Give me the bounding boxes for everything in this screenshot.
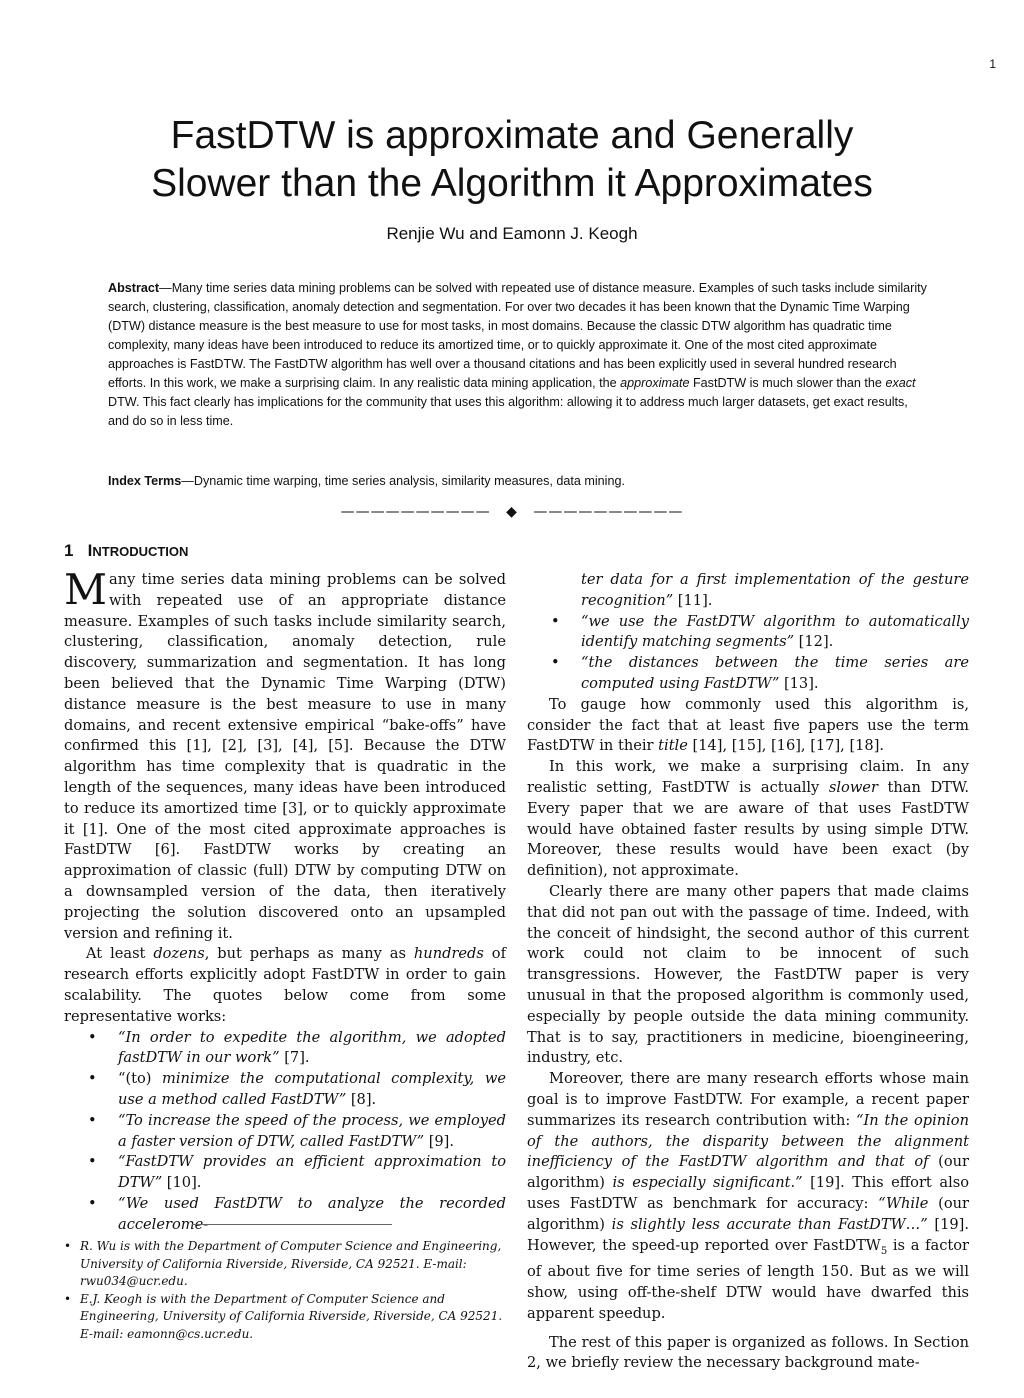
p2-hundreds: hundreds [413,945,484,963]
list-item [118,1069,506,1111]
p6-text-c: [19]. This effort also uses FastDTW as benchmark for accuracy: [527,1174,970,1212]
paragraph-4 [527,757,969,882]
footnote-item: • R. Wu is with the Department of Computer Science and Engineering, University of California Riverside, Riverside, CA 92521. E-mail: rwu034@ucr.edu. [80,1238,504,1291]
p6-text-f: is a factor of about five for time series of length 150. But as we will show, using off-the-shelf DTW would have dwarfed this apparent speedup. [527,1236,969,1322]
p6-italic-1: “In the opinion of the authors, the disparity between the alignment inefficiency of the FastDTW algorithm and that of [527,1111,969,1171]
list-item [581,612,969,654]
page-number: 1 [989,57,996,71]
left-column [64,565,506,1236]
p6-text-b: (our algorithm) [527,1153,969,1192]
paper-title [0,112,1024,208]
drop-cap: M [64,565,108,614]
section-number: 1 [64,541,74,560]
section-heading-introduction [64,541,188,561]
index-terms-label: Index Terms [108,474,182,488]
separator-right: —————————— [533,504,684,520]
authors: Renjie Wu and Eamonn J. Keogh [386,224,638,243]
quote-citation: [7]. [279,1049,310,1067]
p6-text-a: Moreover, there are many research efforts whose main goal is to improve FastDTW. For example, a recent paper summarizes its research contribution with: [527,1070,969,1129]
intro-paragraph-1 [64,565,506,944]
intro-paragraph-2 [64,944,506,1027]
quote-citation: [8]. [346,1090,377,1108]
p4-text-b: than DTW. Every paper that we are aware of that uses FastDTW would have obtained faster results by using simple DTW. Moreover, these results would have been exact (by definition), not approximate. [527,778,969,880]
quote-italic: ter data for a first implementation of the gesture recognition” [581,571,969,609]
p6-subscript: 5 [880,1245,888,1257]
index-terms [108,472,928,491]
quote-citation: [11]. [673,591,713,609]
section-separator [0,504,1024,520]
p6-text-d: (our algorithm) [527,1194,969,1233]
p4-text-a: In this work, we make a surprising claim. In any realistic setting, FastDTW is actually [527,758,969,796]
abstract [108,279,928,431]
quote-italic: “We used FastDTW to analyze the recorded accelerome- [118,1194,506,1233]
p2-text-a: At least [86,945,154,963]
right-column [527,570,969,1374]
p2-dozens: dozens [153,945,205,963]
p2-text-c: of research efforts explicitly adopt FastDTW in order to gain scalability. The quotes below come from some representative works: [64,945,506,1025]
abstract-text-1: —Many time series data mining problems can be solved with repeated use of distance measure. Examples of such tasks include similarity search, clustering, classification, anomaly detection and segmentation. For over two decades it has been known that the Dynamic Time Warping (DTW) distance measure is the best measure to use for most tasks, in most domains. Because the classic DTW algorithm has quadratic time complexity, many ideas have been introduced to reduce its amortized time, or to quickly approximate it. One of the most cited approximate approaches is FastDTW. The FastDTW algorithm has well over a thousand citations and has been explicitly used in several hundred research efforts. In this work, we make a surprising claim. In any realistic data mining application, the [108,281,927,390]
abstract-exact: exact [885,376,916,390]
index-terms-text: —Dynamic time warping, time series analysis, similarity measures, data mining. [181,474,625,488]
abstract-label: Abstract [108,281,160,295]
p4-slower: slower [828,778,878,796]
footnote-rule [192,1224,392,1225]
section-title-cap: I [87,541,93,560]
abstract-approximate: approximate [620,376,690,390]
quote-italic: “the distances between the time series are computed using FastDTW” [581,654,969,692]
list-item [118,1028,506,1070]
intro-paragraph-1-text: any time series data mining problems can be solved with repeated use of an appropriate distance measure. Examples of such tasks include similarity search, clustering, classification, anomaly detection, rule discovery, summarization and segmentation. It has long been believed that the Dynamic Time Warping (DTW) distance measure is the best measure to use in many domains, and recent extensive empirical “bake-offs” have confirmed this [1], [2], [3], [4], [5]. Because the DTW algorithm has time complexity that is quadratic in the length of the sequences, many ideas have been introduced to reduce its amortized time [3], or to quickly approximate it [1]. One of the most cited approximate approaches is FastDTW [6]. FastDTW works by creating an approximation of classic (full) DTW by computing DTW on a downsampled version of the data, then iteratively projecting the solution discovered onto an upsampled version and refining it. [64,571,506,942]
quote-italic: “To increase the speed of the process, we employed a faster version of DTW, called FastDTW” [118,1111,506,1150]
paragraph-3 [527,695,969,757]
quote-list-right [527,570,969,695]
quote-italic: minimize the computational complexity, we use a method called FastDTW” [118,1070,506,1108]
quote-citation: [13]. [779,674,819,692]
p3-text-a: To gauge how commonly used this algorithm is, consider the fact that at least five papers use the term FastDTW in their [527,695,969,755]
p6-italic-4: is slightly less accurate than FastDTW…” [611,1215,928,1233]
title-line-1: FastDTW is approximate and Generally [170,114,854,157]
paragraph-6 [527,1069,969,1324]
quote-italic: “we use the FastDTW algorithm to automatically identify matching segments” [581,612,969,651]
list-item [118,1152,506,1194]
quote-citation: [12]. [794,633,834,651]
list-item [581,653,969,695]
quote-pre: “(to) [118,1070,163,1088]
p3-title: title [658,737,688,755]
p6-text-e: [19]. However, the speed-up reported over FastDTW [527,1215,969,1254]
footnotes [64,1238,504,1344]
quote-italic: “In order to expedite the algorithm, we adopted fastDTW in our work” [118,1028,506,1067]
list-item-continued [581,570,969,612]
quote-list-left [64,1028,506,1236]
paragraph-5: Clearly there are many other papers that made claims that did not pan out with the passage of time. Indeed, with the conceit of hindsight, the second author of this current work could not claim to be innocent of such transgressions. However, the FastDTW paper is very unusual in that the proposed algorithm is commonly used, especially by people outside the data mining community. That is to say, practitioners in medicine, bioengineering, industry, etc. [527,882,969,1067]
diamond-icon: ◆ [506,504,518,520]
paragraph-7: The rest of this paper is organized as follows. In Section 2, we briefly review the necessary background mate- [527,1333,969,1372]
p6-italic-2: is especially significant.” [612,1174,803,1192]
title-line-2: Slower than the Algorithm it Approximates [151,162,873,205]
section-title-rest: NTRODUCTION [92,544,189,559]
p6-italic-3: “While [878,1194,929,1212]
list-item [118,1111,506,1153]
p2-text-b: , but perhaps as many as [204,945,414,963]
p3-text-b: [14], [15], [16], [17], [18]. [687,737,885,755]
list-item [118,1194,506,1236]
abstract-text-2: FastDTW is much slower than the [689,376,886,390]
quote-citation: [10]. [162,1174,202,1192]
quote-italic: “FastDTW provides an efficient approximation to DTW” [118,1153,506,1192]
separator-left: —————————— [340,504,491,520]
footnote-item: • E.J. Keogh is with the Department of Computer Science and Engineering, University of California Riverside, Riverside, CA 92521. E-mail: eamonn@cs.ucr.edu. [80,1291,504,1344]
quote-citation: [9]. [424,1132,455,1150]
abstract-text-3: DTW. This fact clearly has implications for the community that uses this algorithm: allowing it to address much larger datasets, get exact results, and do so in less time. [108,395,908,428]
